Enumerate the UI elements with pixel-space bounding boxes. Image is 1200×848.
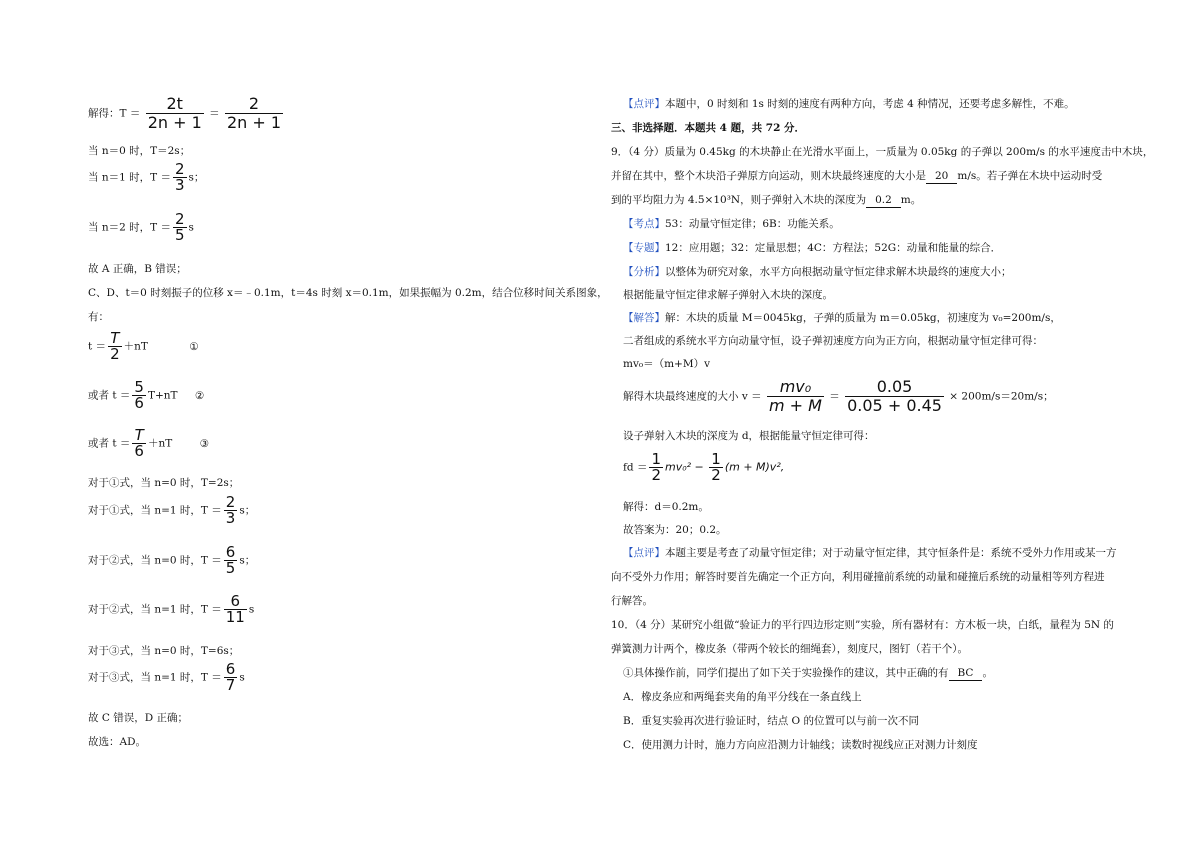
numerator: 0.05 — [876, 377, 913, 396]
math-text: (m + M)v², — [724, 460, 785, 474]
velocity-equation-line — [623, 378, 1054, 415]
text: t ＝ — [88, 340, 107, 353]
question-10-blank-line — [623, 666, 993, 681]
topic-line — [623, 241, 1001, 255]
momentum-equation: mv₀＝（m+M）v — [623, 358, 711, 370]
text: 以整体为研究对象，水平方向根据动量守恒定律求解木块最终的速度大小； — [665, 266, 1012, 278]
solution-line — [623, 311, 1061, 325]
text: × 200m/s＝20m/s； — [949, 390, 1054, 403]
energy-equation-line — [623, 452, 784, 483]
text: m。 — [900, 194, 922, 206]
numerator: mv₀ — [779, 377, 812, 396]
fraction — [132, 428, 146, 459]
equals: ＝ — [829, 390, 840, 403]
denominator: 5 — [225, 559, 236, 577]
fraction — [132, 380, 146, 411]
fraction — [146, 95, 204, 132]
text: 当 n＝2 时，T ＝ — [88, 221, 171, 234]
text-line: 设子弹射入木块的深度为 d，根据能量守恒定律可得： — [623, 430, 875, 442]
fraction — [173, 212, 187, 243]
text: 到的平均阻力为 4.5×10³N，则子弹射入木块的深度为 — [611, 194, 867, 206]
numerator: 2 — [225, 493, 236, 511]
answer-line: 故选：AD。 — [88, 736, 147, 748]
denominator: 2 — [711, 466, 721, 484]
text: 或者 t ＝ — [88, 389, 131, 402]
text: 本题中，0 时刻和 1s 时刻的速度有两种方向，考虑 4 种情况，还要考虑多解性，不难。 — [665, 98, 1075, 110]
text-line: C、D、t＝0 时刻振子的位移 x＝﹣0.1m，t＝4s 时刻 x＝0.1m，如果振幅为 0.2m，结合位移时间关系图象， — [88, 287, 608, 299]
denominator: 7 — [225, 676, 236, 694]
question-10-stem: 10．（4 分）某研究小组做“验证力的平行四边形定则”实验，所有器材有：方木板一块，白纸，量程为 5N 的 — [611, 619, 1114, 631]
answer-blank: BC — [949, 666, 983, 681]
fraction — [767, 378, 824, 415]
comment-tag: 【点评】 — [623, 98, 665, 110]
text-line: 对于③式，当 n=0 时，T=6s； — [88, 645, 240, 657]
text: 或者 t ＝ — [88, 437, 131, 450]
question-9-stem: 9．（4 分）质量为 0.45kg 的木块静止在光滑水平面上，一质量为 0.05kg 的子弹以 200m/s 的水平速度击中木块， — [611, 146, 1154, 158]
fraction — [225, 95, 283, 132]
equation-number: ① — [189, 340, 199, 353]
comment-line — [623, 97, 1075, 111]
option-b: B．重复实验再次进行验证时，结点 O 的位置可以与前一次不同 — [623, 715, 919, 727]
answer-blank: 0.2 — [866, 193, 901, 208]
text: ①具体操作前，同学们提出了如下关于实验操作的建议，其中正确的有 — [623, 667, 949, 679]
math-text: mv₀² − — [665, 460, 708, 474]
numerator: 2 — [174, 160, 185, 178]
kaodian-tag: 【考点】 — [623, 218, 665, 230]
comment-tag: 【点评】 — [623, 547, 665, 559]
fraction — [224, 594, 247, 625]
text: 53：动量守恒定律；6B：功能关系。 — [665, 218, 840, 230]
case-line — [88, 594, 254, 625]
numerator: 6 — [230, 592, 241, 610]
text: fd ＝ — [623, 461, 648, 474]
equation-3-line — [88, 428, 209, 459]
question-9-blank-1-line — [611, 169, 1102, 184]
text: s； — [239, 554, 256, 567]
text: 对于①式，当 n=1 时，T ＝ — [88, 504, 222, 517]
equals: ＝ — [209, 107, 220, 120]
text: 解得木块最终速度的大小 v ＝ — [623, 390, 762, 403]
denominator: m + M — [768, 396, 822, 415]
option-c: C．使用测力计时，施力方向应沿测力计轴线；读数时视线应正对测力计刻度 — [623, 739, 978, 751]
denominator: 5 — [174, 226, 185, 244]
text: s — [248, 603, 255, 616]
denominator: 2 — [110, 345, 120, 363]
answer-blank: 20 — [926, 169, 957, 184]
numerator: T — [110, 329, 120, 347]
text: 12：应用题；32：定量思想；4C：方程法；52G：动量和能量的综合． — [665, 242, 1002, 254]
numerator: 6 — [225, 543, 236, 561]
fraction — [224, 545, 238, 576]
text-line: 当 n＝0 时，T＝2s； — [88, 145, 191, 157]
denominator: 2n + 1 — [147, 113, 202, 132]
knowledge-point-line — [623, 217, 840, 231]
text: s — [239, 671, 245, 684]
option-a: A．橡皮条应和两绳套夹角的角平分线在一条直线上 — [623, 691, 862, 703]
case-line — [88, 662, 245, 693]
fraction — [108, 331, 122, 362]
equation-2-line — [88, 380, 204, 411]
denominator: 3 — [225, 509, 236, 527]
comment-line — [623, 546, 1117, 560]
text: ＋nT — [147, 437, 173, 450]
denominator: 0.05 + 0.45 — [847, 396, 942, 415]
analysis-line — [623, 265, 1012, 279]
text-line: 二者组成的系统水平方向动量守恒，设子弹初速度方向为正方向，根据动量守恒定律可得： — [623, 335, 1043, 347]
text-line: 向不受外力作用；解答时要首先确定一个正方向，利用碰撞前系统的动量和碰撞后系统的动量相等列方程进 — [611, 571, 1105, 583]
equation-number: ② — [194, 389, 205, 402]
case-line — [88, 495, 255, 526]
text-line: 根据能量守恒定律求解子弹射入木块的深度。 — [623, 289, 833, 301]
denominator: 2n + 1 — [226, 113, 282, 132]
denominator: 6 — [134, 394, 144, 412]
equation-1-line — [88, 331, 199, 362]
question-9-blank-2-line — [611, 193, 921, 208]
text-line: 故 A 正确，B 错误； — [88, 263, 187, 275]
numerator: 5 — [134, 378, 144, 396]
denominator: 3 — [174, 176, 185, 194]
solve-T-line — [88, 95, 285, 132]
numerator: 1 — [711, 450, 721, 468]
text: 对于②式，当 n=0 时，T ＝ — [88, 554, 222, 567]
text: 。 — [982, 667, 993, 679]
text: 对于③式，当 n=1 时，T ＝ — [88, 671, 222, 684]
fraction — [173, 162, 187, 193]
case-n1-line — [88, 162, 204, 193]
text: 对于②式，当 n=1 时，T ＝ — [88, 603, 222, 616]
denominator: 2 — [651, 466, 661, 484]
text-line: 解得：d＝0.2m。 — [623, 501, 709, 513]
text: ＋nT — [123, 340, 148, 353]
jieda-tag: 【解答】 — [623, 312, 665, 324]
text-line: 有： — [88, 311, 109, 323]
numerator: 1 — [651, 450, 661, 468]
fenxi-tag: 【分析】 — [623, 266, 665, 278]
text-line: 故 C 错误，D 正确； — [88, 712, 188, 724]
numerator: 2 — [248, 94, 260, 113]
fraction — [845, 378, 944, 415]
text-line: 弹簧测力计两个，橡皮条（带两个较长的细绳套），刻度尺，图钉（若干个）。 — [611, 643, 968, 655]
text: m/s。若子弹在木块中运动时受 — [957, 170, 1103, 182]
case-line — [88, 545, 255, 576]
text: 解：木块的质量 M＝0045kg，子弹的质量为 m＝0.05kg，初速度为 v₀=200m/s， — [665, 312, 1061, 324]
equation-number: ③ — [199, 437, 209, 450]
case-n2-line — [88, 212, 194, 243]
denominator: 11 — [225, 608, 245, 626]
fraction — [649, 452, 663, 483]
text-line: 对于①式，当 n=0 时，T=2s； — [88, 477, 240, 489]
text: 解得：T ＝ — [88, 107, 141, 120]
text: 本题主要是考查了动量守恒定律；对于动量守恒定律，其守恒条件是：系统不受外力作用或某一方 — [665, 547, 1117, 559]
denominator: 6 — [134, 442, 144, 460]
fraction — [224, 495, 238, 526]
text: 并留在其中，整个木块沿子弹原方向运动，则木块最终速度的大小是 — [611, 170, 926, 182]
numerator: 6 — [225, 660, 236, 678]
section-heading: 三、非选择题．本题共 4 题，共 72 分． — [611, 122, 806, 134]
numerator: 2 — [174, 210, 185, 228]
numerator: 2t — [166, 94, 183, 113]
numerator: T — [134, 426, 144, 444]
text: 当 n＝1 时，T ＝ — [88, 171, 171, 184]
text: s； — [239, 504, 256, 517]
text: s — [188, 221, 194, 234]
text-line: 行解答。 — [611, 595, 653, 607]
text: T+nT — [147, 389, 178, 402]
fraction — [709, 452, 723, 483]
zhuanti-tag: 【专题】 — [623, 242, 665, 254]
answer-line: 故答案为：20；0.2。 — [623, 524, 727, 536]
text: s； — [188, 171, 205, 184]
fraction — [224, 662, 238, 693]
